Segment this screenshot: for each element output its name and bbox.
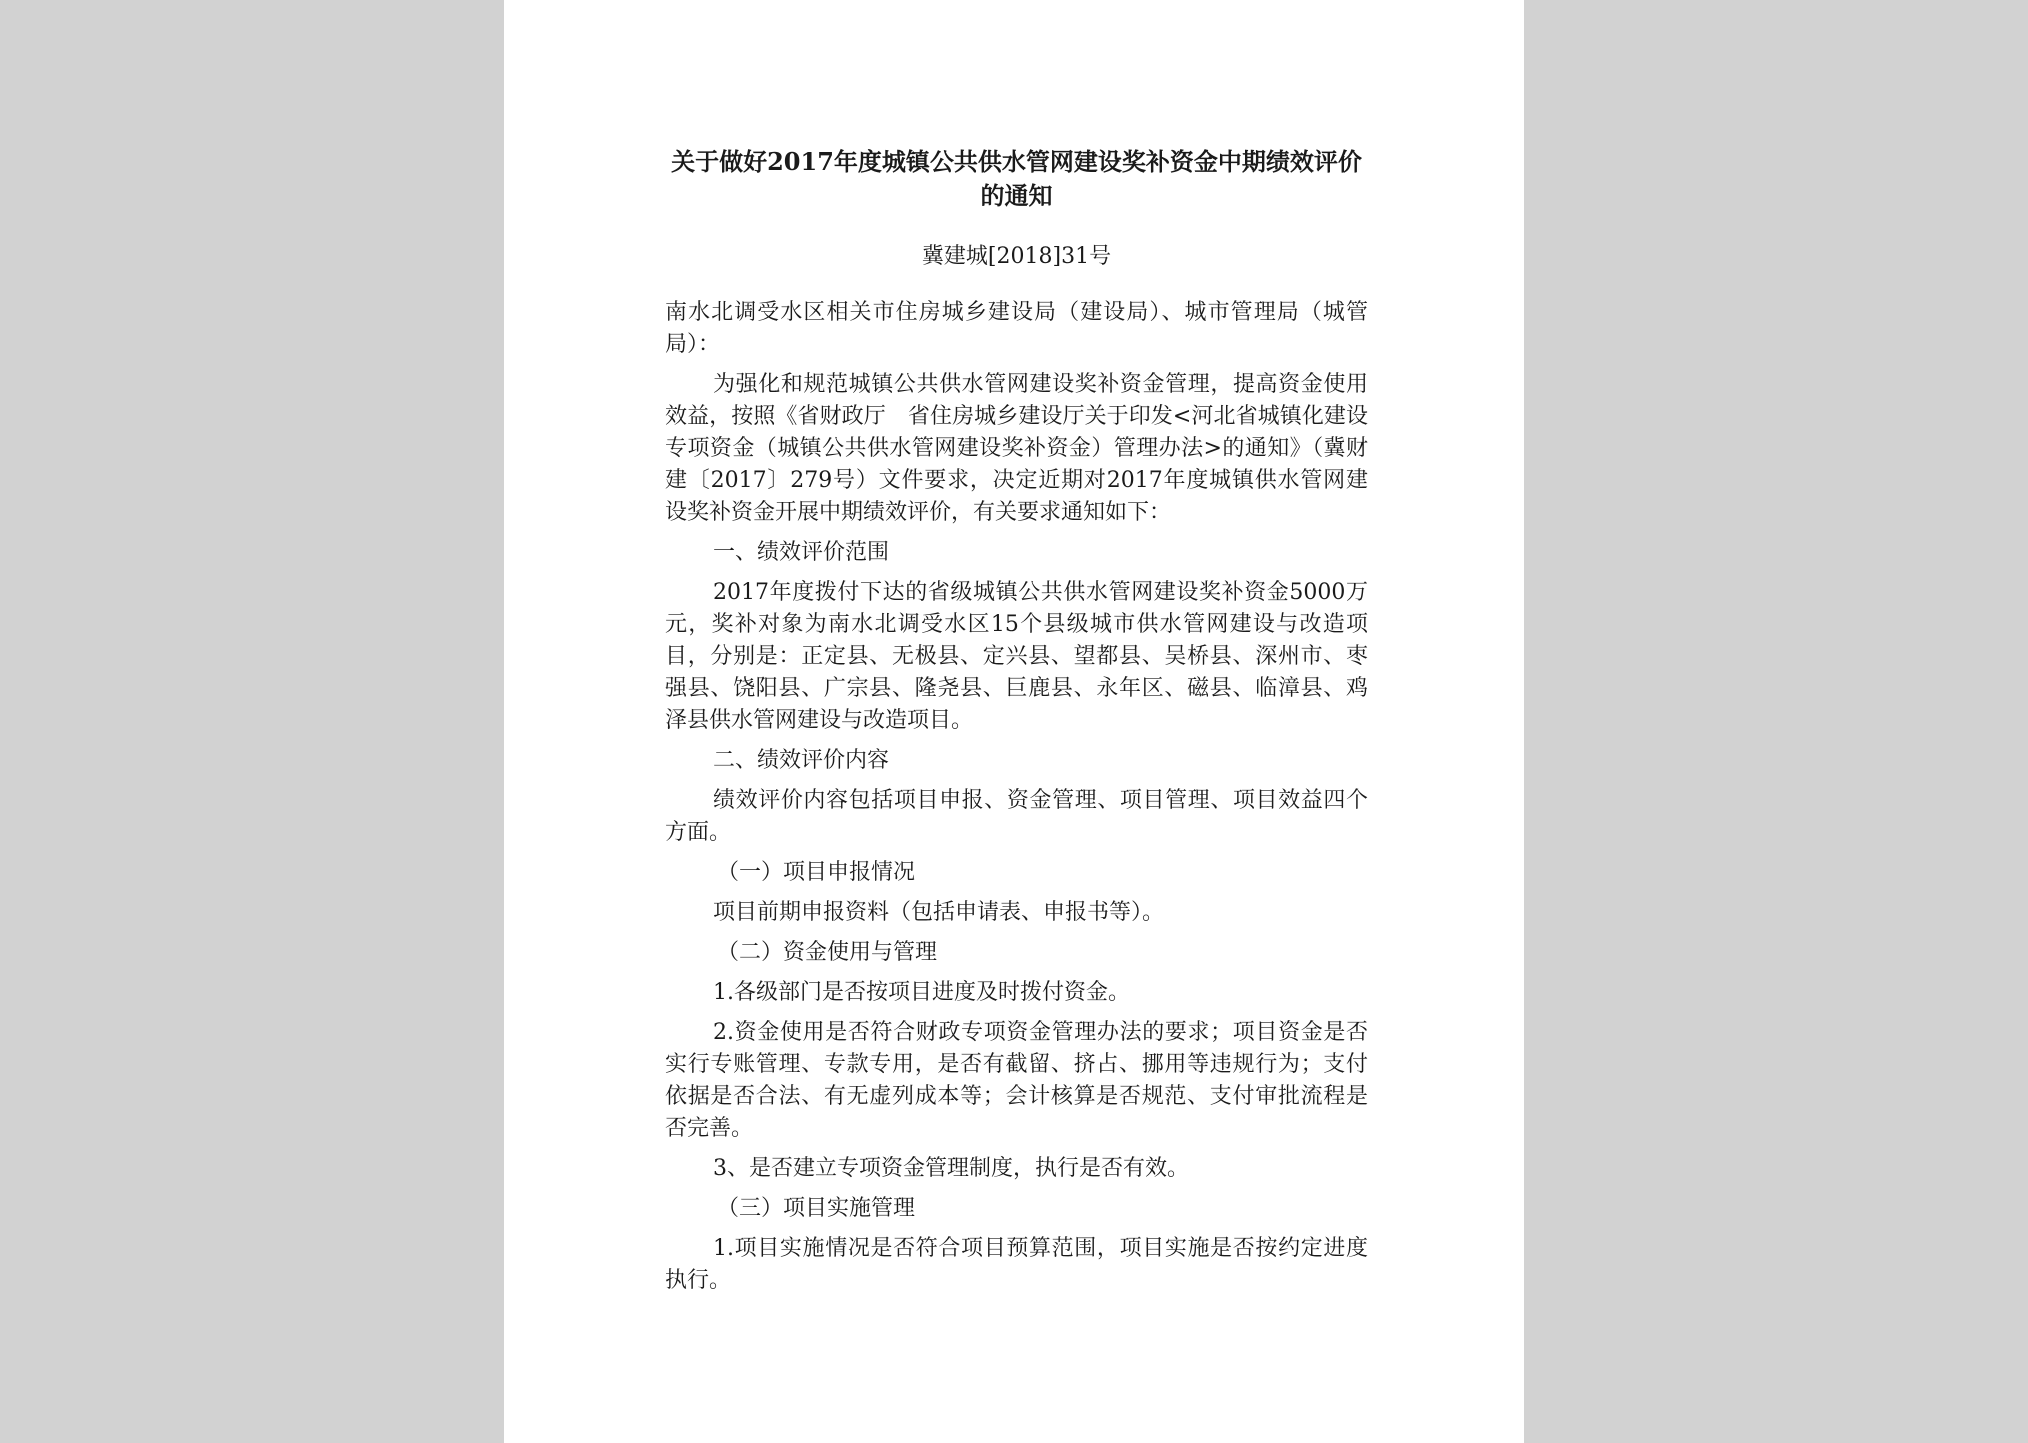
list-item: 3、是否建立专项资金管理制度，执行是否有效。	[713, 1156, 1189, 1181]
subsection-heading: （三）项目实施管理	[717, 1196, 916, 1221]
intro-paragraph: 为强化和规范城镇公共供水管网建设奖补资金管理，提高资金使用效益，按照《省财政厅 省住房城乡建设厅关于印发<河北省城镇化建设专项资金（城镇公共供水管网建设奖补资金）管理办法>的通知》（冀财建〔2017〕279号）文件要求，决定近期对2017年度城镇供水管网建设奖补资金开展中期绩效评价，有关要求通知如下：	[665, 372, 1368, 525]
document-title: 关于做好2017年度城镇公共供水管网建设奖补资金中期绩效评价的通知	[671, 147, 1362, 210]
list-item: 1.各级部门是否按项目进度及时拨付资金。	[713, 980, 1130, 1005]
subsection-heading: （一）项目申报情况	[717, 860, 916, 885]
list-item: 1.项目实施情况是否符合项目预算范围，项目实施是否按约定进度执行。	[665, 1236, 1368, 1293]
subsection-paragraph: 项目前期申报资料（包括申请表、申报书等）。	[713, 900, 1165, 925]
section-paragraph: 2017年度拨付下达的省级城镇公共供水管网建设奖补资金5000万元，奖补对象为南水北调受水区15个县级城市供水管网建设与改造项目，分别是：正定县、无极县、定兴县、望都县、吴桥县、深州市、枣强县、饶阳县、广宗县、隆尧县、巨鹿县、永年区、磁县、临漳县、鸡泽县供水管网建设与改造项目。	[665, 580, 1368, 733]
addressee: 南水北调受水区相关市住房城乡建设局（建设局）、城市管理局（城管局）：	[665, 300, 1368, 357]
section-heading: 一、绩效评价范围	[713, 540, 890, 565]
section-paragraph: 绩效评价内容包括项目申报、资金管理、项目管理、项目效益四个方面。	[665, 788, 1368, 845]
document-body	[665, 297, 1368, 1297]
document-page	[504, 0, 1524, 1443]
section-heading: 二、绩效评价内容	[713, 748, 890, 773]
document-content	[665, 145, 1368, 1305]
list-item: 2.资金使用是否符合财政专项资金管理办法的要求；项目资金是否实行专账管理、专款专用，是否有截留、挤占、挪用等违规行为；支付依据是否合法、有无虚列成本等；会计核算是否规范、支付审批流程是否完善。	[665, 1020, 1368, 1141]
document-number: 冀建城[2018]31号	[921, 244, 1112, 269]
subsection-heading: （二）资金使用与管理	[717, 940, 938, 965]
